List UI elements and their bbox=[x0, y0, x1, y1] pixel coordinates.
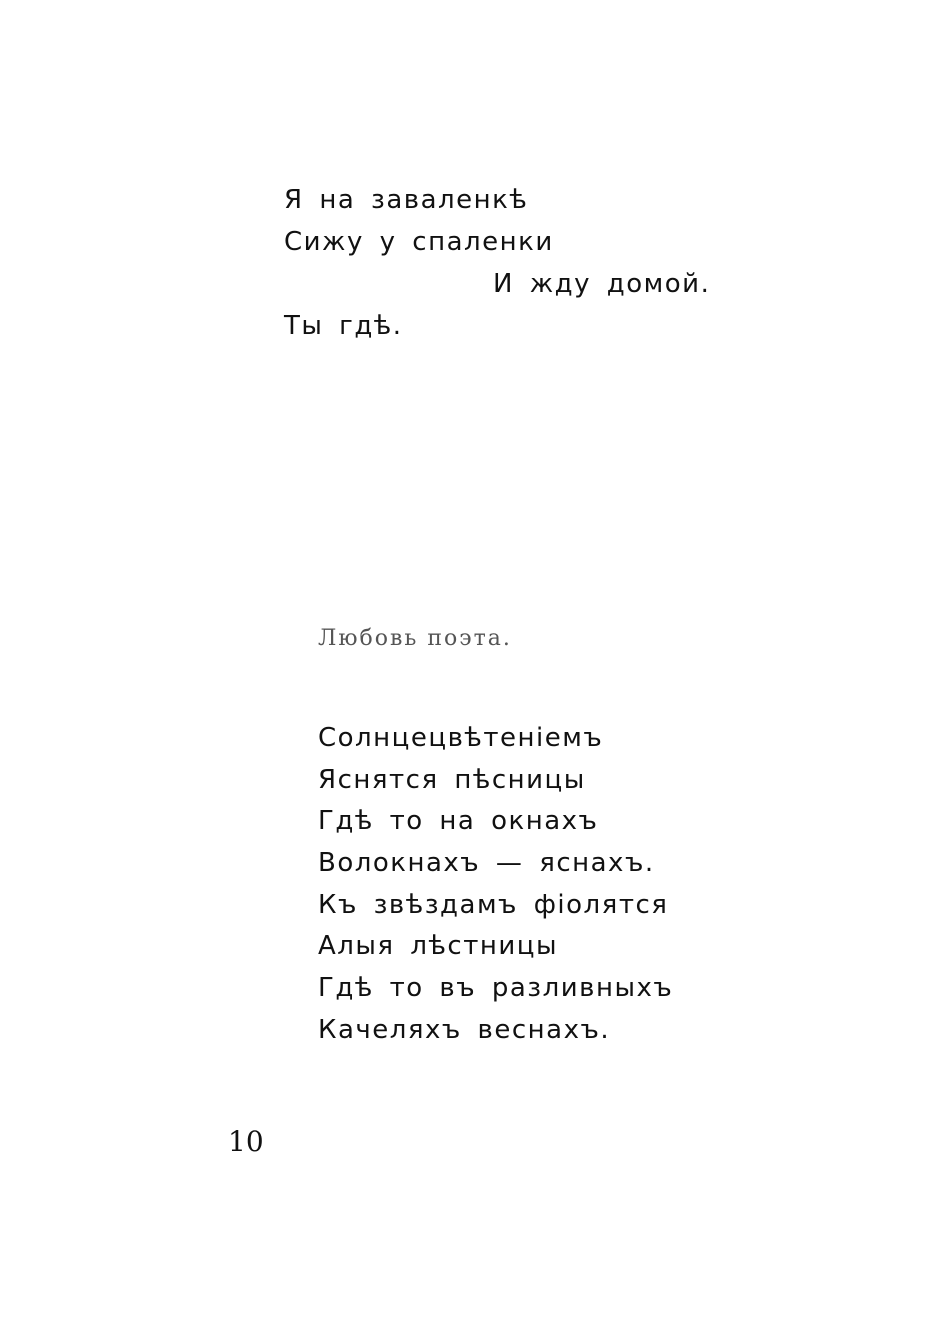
poem-title: Любовь поэта. bbox=[318, 626, 512, 651]
poem-line: Яснятся пѣсницы bbox=[318, 765, 586, 795]
poem-line: Я на заваленкѣ bbox=[284, 185, 529, 215]
poem-line: Ты гдѣ. bbox=[284, 311, 403, 341]
poem-line: Гдѣ то въ разливныхъ bbox=[318, 973, 674, 1003]
poem-line: Волокнахъ — яснахъ. bbox=[318, 848, 655, 878]
poem-line: Сижу у спаленки bbox=[284, 227, 554, 257]
poem-line: Гдѣ то на окнахъ bbox=[318, 806, 599, 836]
poem-line-indented: И жду домой. bbox=[493, 269, 711, 299]
poem-line: Алыя лѣстницы bbox=[318, 931, 558, 961]
poem-line: Качеляхъ веснахъ. bbox=[318, 1015, 611, 1045]
poem-line: Къ звѣздамъ фіолятся bbox=[318, 890, 669, 920]
poem-line: Солнцецвѣтеніемъ bbox=[318, 723, 604, 753]
page-number: 10 bbox=[228, 1125, 264, 1158]
